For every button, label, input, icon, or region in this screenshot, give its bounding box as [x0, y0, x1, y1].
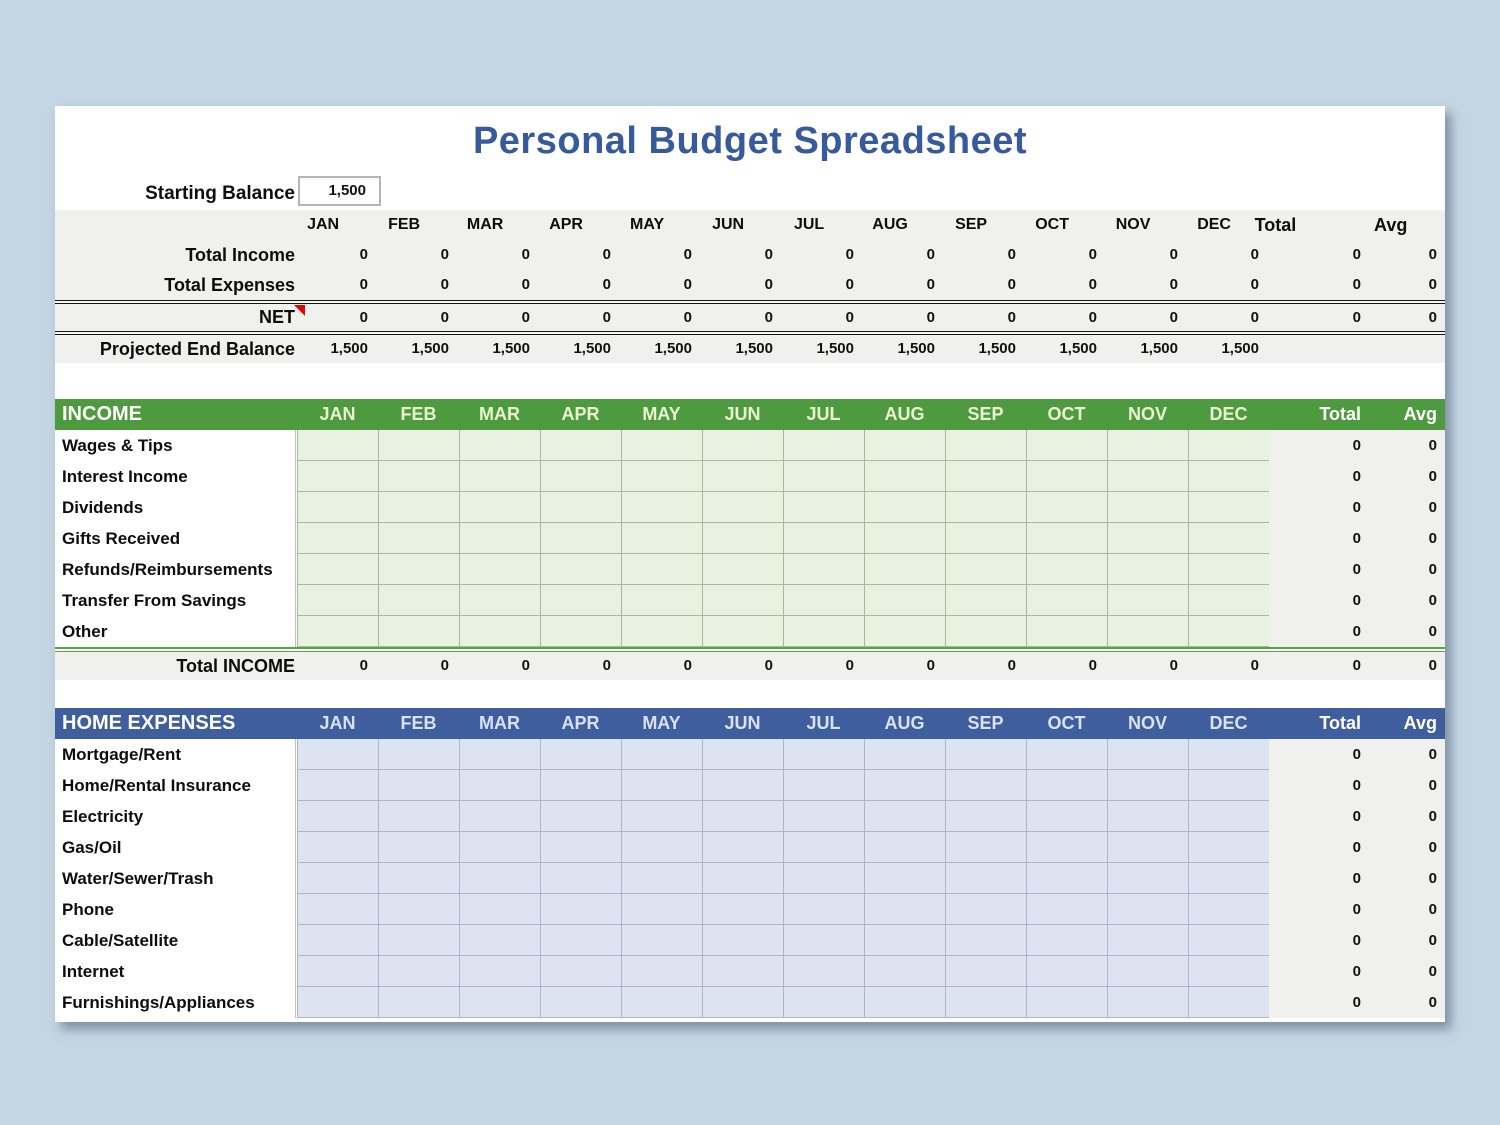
- income-avg-header: Avg: [1403, 404, 1437, 424]
- expense-totals-row: [1269, 770, 1445, 801]
- expense-total-cell[interactable]: 0: [1352, 963, 1361, 980]
- income-total-value-cell[interactable]: 0: [602, 657, 611, 674]
- summary-value-cell[interactable]: 0: [359, 276, 368, 293]
- income-avg-cell[interactable]: 0: [1428, 468, 1437, 485]
- income-avg-cell[interactable]: 0: [1428, 499, 1437, 516]
- summary-value-cell[interactable]: 1,500: [573, 340, 611, 357]
- expense-avg-cell[interactable]: 0: [1428, 746, 1437, 763]
- summary-total-cell[interactable]: 0: [1352, 246, 1361, 263]
- income-total-value-cell[interactable]: 0: [1007, 657, 1016, 674]
- summary-value-cell[interactable]: 0: [1169, 309, 1178, 326]
- month-header: APR: [561, 713, 600, 733]
- income-total-cell[interactable]: 0: [1352, 623, 1361, 640]
- summary-total-cell[interactable]: 0: [1352, 309, 1361, 326]
- summary-value-cell[interactable]: 0: [764, 246, 773, 263]
- income-avg-cell[interactable]: 0: [1428, 561, 1437, 578]
- summary-value-cell[interactable]: 0: [764, 276, 773, 293]
- income-section-header[interactable]: [55, 399, 1445, 430]
- expenses-labels-column: [55, 739, 296, 1018]
- expense-total-cell[interactable]: 0: [1352, 808, 1361, 825]
- month-header: SEP: [967, 713, 1004, 733]
- month-header: MAY: [630, 216, 665, 233]
- expense-total-cell[interactable]: 0: [1352, 870, 1361, 887]
- expense-avg-cell[interactable]: 0: [1428, 963, 1437, 980]
- income-total-value-cell[interactable]: 0: [1250, 657, 1259, 674]
- income-row-label[interactable]: Refunds/Reimbursements: [62, 560, 273, 579]
- summary-value-cell[interactable]: 0: [1007, 276, 1016, 293]
- summary-value-cell[interactable]: 0: [1088, 309, 1097, 326]
- income-total-value-cell[interactable]: 0: [845, 657, 854, 674]
- month-header: DEC: [1209, 404, 1248, 424]
- expense-total-cell[interactable]: 0: [1352, 839, 1361, 856]
- expense-totals-row: [1269, 894, 1445, 925]
- expenses-cell-grid[interactable]: [297, 739, 1270, 1018]
- income-row-label[interactable]: Interest Income: [62, 467, 188, 486]
- expense-avg-cell[interactable]: 0: [1428, 839, 1437, 856]
- expense-row-label[interactable]: Internet: [62, 962, 125, 981]
- income-grand-avg-cell[interactable]: 0: [1428, 657, 1437, 674]
- summary-value-cell[interactable]: 0: [359, 246, 368, 263]
- income-totals-row: [1269, 430, 1445, 461]
- month-header: APR: [549, 216, 583, 233]
- month-header: JUN: [724, 713, 761, 733]
- expense-row-label[interactable]: Phone: [62, 900, 114, 919]
- income-grand-total-cell[interactable]: 0: [1352, 657, 1361, 674]
- expense-avg-cell[interactable]: 0: [1428, 870, 1437, 887]
- expense-totals-row: [1269, 863, 1445, 894]
- summary-value-cell[interactable]: 0: [1250, 276, 1259, 293]
- month-header: FEB: [400, 713, 437, 733]
- expense-total-cell[interactable]: 0: [1352, 901, 1361, 918]
- month-header: NOV: [1115, 216, 1151, 233]
- month-header: MAR: [479, 713, 520, 733]
- income-avg-cell[interactable]: 0: [1428, 437, 1437, 454]
- month-header: FEB: [400, 404, 437, 424]
- expense-total-cell[interactable]: 0: [1352, 994, 1361, 1011]
- income-total-header: Total: [1319, 404, 1361, 424]
- summary-month-headers: [283, 210, 1255, 240]
- income-row-label[interactable]: Dividends: [62, 498, 144, 517]
- summary-avg-cell[interactable]: [1378, 335, 1445, 363]
- summary-value-cell[interactable]: 0: [1169, 246, 1178, 263]
- summary-value-cell[interactable]: 0: [1007, 246, 1016, 263]
- income-totals-row: [1269, 492, 1445, 523]
- summary-row-net: [55, 304, 1445, 331]
- month-header: JAN: [319, 404, 356, 424]
- income-total-value-cell[interactable]: 0: [764, 657, 773, 674]
- expenses-section-header[interactable]: [55, 708, 1445, 739]
- income-total-row-label: Total INCOME: [176, 656, 295, 676]
- month-header: SEP: [955, 216, 988, 233]
- month-header: NOV: [1127, 404, 1167, 424]
- summary-value-cell[interactable]: 1,500: [816, 340, 854, 357]
- summary-row-label: Total Expenses: [164, 275, 295, 295]
- income-total-cell[interactable]: 0: [1352, 499, 1361, 516]
- summary-value-cell[interactable]: 1,500: [492, 340, 530, 357]
- month-header: MAR: [466, 216, 504, 233]
- month-header: JUL: [806, 713, 841, 733]
- expense-row-label[interactable]: Water/Sewer/Trash: [62, 869, 214, 888]
- income-totals-row: [1269, 554, 1445, 585]
- income-total-cell[interactable]: 0: [1352, 592, 1361, 609]
- income-avg-cell[interactable]: 0: [1428, 592, 1437, 609]
- summary-value-cell[interactable]: 0: [1007, 309, 1016, 326]
- summary-total-cell[interactable]: 0: [1352, 276, 1361, 293]
- summary-avg-cell[interactable]: 0: [1428, 246, 1437, 263]
- income-totals-row: [1269, 585, 1445, 616]
- income-row-label[interactable]: Wages & Tips: [62, 436, 173, 455]
- expense-avg-cell[interactable]: 0: [1428, 932, 1437, 949]
- month-header: MAY: [642, 404, 681, 424]
- income-total-value-cell[interactable]: 0: [926, 657, 935, 674]
- month-header: JUN: [712, 216, 745, 233]
- month-header: NOV: [1127, 713, 1167, 733]
- summary-value-cell[interactable]: 1,500: [411, 340, 449, 357]
- summary-value-cell[interactable]: 0: [926, 309, 935, 326]
- expense-totals-row: [1269, 956, 1445, 987]
- summary-total-cell[interactable]: [1269, 335, 1378, 363]
- expense-total-cell[interactable]: 0: [1352, 777, 1361, 794]
- summary-value-cell[interactable]: 0: [845, 276, 854, 293]
- month-header: OCT: [1047, 404, 1086, 424]
- income-total-value-cell[interactable]: 0: [440, 657, 449, 674]
- summary-value-cell[interactable]: 0: [845, 246, 854, 263]
- summary-value-cell[interactable]: 0: [440, 276, 449, 293]
- summary-value-cell[interactable]: 1,500: [1221, 340, 1259, 357]
- summary-row-label: NET: [259, 307, 295, 327]
- summary-value-cell[interactable]: 1,500: [1059, 340, 1097, 357]
- expense-totals-row: [1269, 801, 1445, 832]
- summary-value-cell[interactable]: 1,500: [1140, 340, 1178, 357]
- month-header: AUG: [884, 713, 925, 733]
- summary-value-cell[interactable]: 0: [683, 276, 692, 293]
- expense-row-label[interactable]: Gas/Oil: [62, 838, 122, 857]
- income-total-cell[interactable]: 0: [1352, 530, 1361, 547]
- summary-value-cell[interactable]: 0: [1088, 246, 1097, 263]
- expenses-totals-column: [1269, 739, 1445, 1018]
- summary-value-cell[interactable]: 0: [1250, 309, 1259, 326]
- income-avg-cell[interactable]: 0: [1428, 623, 1437, 640]
- summary-header-spacer: [55, 210, 283, 240]
- summary-value-cell[interactable]: 1,500: [654, 340, 692, 357]
- summary-value-cell[interactable]: 0: [1250, 246, 1259, 263]
- summary-value-cell[interactable]: 1,500: [735, 340, 773, 357]
- summary-value-cell[interactable]: 0: [845, 309, 854, 326]
- month-header: OCT: [1035, 216, 1069, 233]
- month-header: AUG: [884, 404, 925, 424]
- expense-avg-cell[interactable]: 0: [1428, 777, 1437, 794]
- summary-avg-cell[interactable]: 0: [1428, 309, 1437, 326]
- month-header: DEC: [1197, 216, 1231, 233]
- income-total-cell[interactable]: 0: [1352, 561, 1361, 578]
- starting-balance-label: Starting Balance: [145, 183, 295, 204]
- income-total-value-cell[interactable]: 0: [1169, 657, 1178, 674]
- summary-avg-cell[interactable]: 0: [1428, 276, 1437, 293]
- income-total-value-cell[interactable]: 0: [1088, 657, 1097, 674]
- month-header: SEP: [967, 404, 1004, 424]
- summary-value-cell[interactable]: 0: [602, 309, 611, 326]
- income-header-title: INCOME: [62, 403, 142, 425]
- summary-value-cell[interactable]: 0: [602, 276, 611, 293]
- month-header: MAY: [642, 713, 681, 733]
- income-row-label[interactable]: Gifts Received: [62, 529, 181, 548]
- month-header: FEB: [388, 216, 421, 233]
- expense-total-cell[interactable]: 0: [1352, 746, 1361, 763]
- month-header: JUN: [724, 404, 761, 424]
- expense-avg-cell[interactable]: 0: [1428, 808, 1437, 825]
- summary-row-label: Total Income: [185, 245, 295, 265]
- summary-value-cell[interactable]: 0: [926, 246, 935, 263]
- summary-value-cell[interactable]: 1,500: [978, 340, 1016, 357]
- income-totals-row: [1269, 461, 1445, 492]
- summary-value-cell[interactable]: 0: [926, 276, 935, 293]
- summary-total-header: Total: [1254, 215, 1297, 235]
- month-header: AUG: [872, 216, 908, 233]
- summary-avg-header: Avg: [1374, 215, 1408, 235]
- expense-totals-row: [1269, 925, 1445, 956]
- income-total-value-cell[interactable]: 0: [521, 657, 530, 674]
- expense-avg-cell[interactable]: 0: [1428, 994, 1437, 1011]
- expenses-header-title: HOME EXPENSES: [62, 712, 236, 734]
- summary-month-header-row: [55, 210, 1445, 240]
- starting-balance-input[interactable]: 1,500: [298, 176, 381, 206]
- summary-value-cell[interactable]: 0: [521, 309, 530, 326]
- expenses-avg-header: Avg: [1403, 713, 1437, 733]
- month-header: JAN: [319, 713, 356, 733]
- month-header: MAR: [479, 404, 520, 424]
- summary-value-cell[interactable]: 0: [1088, 276, 1097, 293]
- month-header: DEC: [1209, 713, 1248, 733]
- income-row-label[interactable]: Other: [62, 622, 108, 641]
- summary-value-cell[interactable]: 0: [359, 309, 368, 326]
- spreadsheet: [55, 106, 1445, 1022]
- summary-value-cell[interactable]: 0: [521, 276, 530, 293]
- expense-avg-cell[interactable]: 0: [1428, 901, 1437, 918]
- expense-row-label[interactable]: Electricity: [62, 807, 144, 826]
- summary-value-cell[interactable]: 0: [521, 246, 530, 263]
- summary-value-cell[interactable]: 0: [1169, 276, 1178, 293]
- expense-row-label[interactable]: Furnishings/Appliances: [62, 993, 255, 1012]
- summary-value-cell[interactable]: 0: [602, 246, 611, 263]
- month-header: JUL: [806, 404, 841, 424]
- expense-totals-row: [1269, 987, 1445, 1018]
- summary-row-projected-end-balance: [55, 335, 1445, 363]
- income-total-value-cell[interactable]: 0: [683, 657, 692, 674]
- income-avg-cell[interactable]: 0: [1428, 530, 1437, 547]
- summary-table: [55, 210, 1445, 363]
- month-header: OCT: [1047, 713, 1086, 733]
- expense-totals-row: [1269, 739, 1445, 770]
- expense-total-cell[interactable]: 0: [1352, 932, 1361, 949]
- comment-flag-icon: [294, 305, 305, 316]
- income-cell-grid[interactable]: [297, 430, 1270, 647]
- month-header: APR: [561, 404, 600, 424]
- summary-value-cell[interactable]: 0: [440, 246, 449, 263]
- expense-row-label[interactable]: Home/Rental Insurance: [62, 776, 251, 795]
- month-header: JAN: [307, 216, 340, 233]
- expense-totals-row: [1269, 832, 1445, 863]
- summary-value-cell[interactable]: 0: [683, 246, 692, 263]
- income-row-label[interactable]: Transfer From Savings: [62, 591, 247, 610]
- income-totals-row: [1269, 523, 1445, 554]
- expenses-month-headers: [297, 708, 1269, 739]
- income-total-row: [55, 652, 1445, 680]
- summary-row-label: Projected End Balance: [99, 339, 295, 359]
- page-title: Personal Budget Spreadsheet: [472, 120, 1028, 162]
- summary-row-total-income: [55, 240, 1445, 270]
- expense-row-label[interactable]: Cable/Satellite: [62, 931, 179, 950]
- income-total-value-cell[interactable]: 0: [359, 657, 368, 674]
- summary-value-cell[interactable]: 0: [440, 309, 449, 326]
- summary-value-cell[interactable]: 1,500: [330, 340, 368, 357]
- income-month-headers: [297, 399, 1269, 430]
- income-labels-column: [55, 430, 296, 647]
- summary-row-total-expenses: [55, 270, 1445, 300]
- month-header: JUL: [793, 216, 825, 233]
- expense-row-label[interactable]: Mortgage/Rent: [62, 745, 181, 764]
- income-totals-column: [1269, 430, 1445, 647]
- income-total-cell[interactable]: 0: [1352, 468, 1361, 485]
- summary-value-cell[interactable]: 0: [683, 309, 692, 326]
- summary-value-cell[interactable]: 0: [764, 309, 773, 326]
- income-total-cell[interactable]: 0: [1352, 437, 1361, 454]
- summary-value-cell[interactable]: 1,500: [897, 340, 935, 357]
- expenses-total-header: Total: [1319, 713, 1361, 733]
- income-totals-row: [1269, 616, 1445, 647]
